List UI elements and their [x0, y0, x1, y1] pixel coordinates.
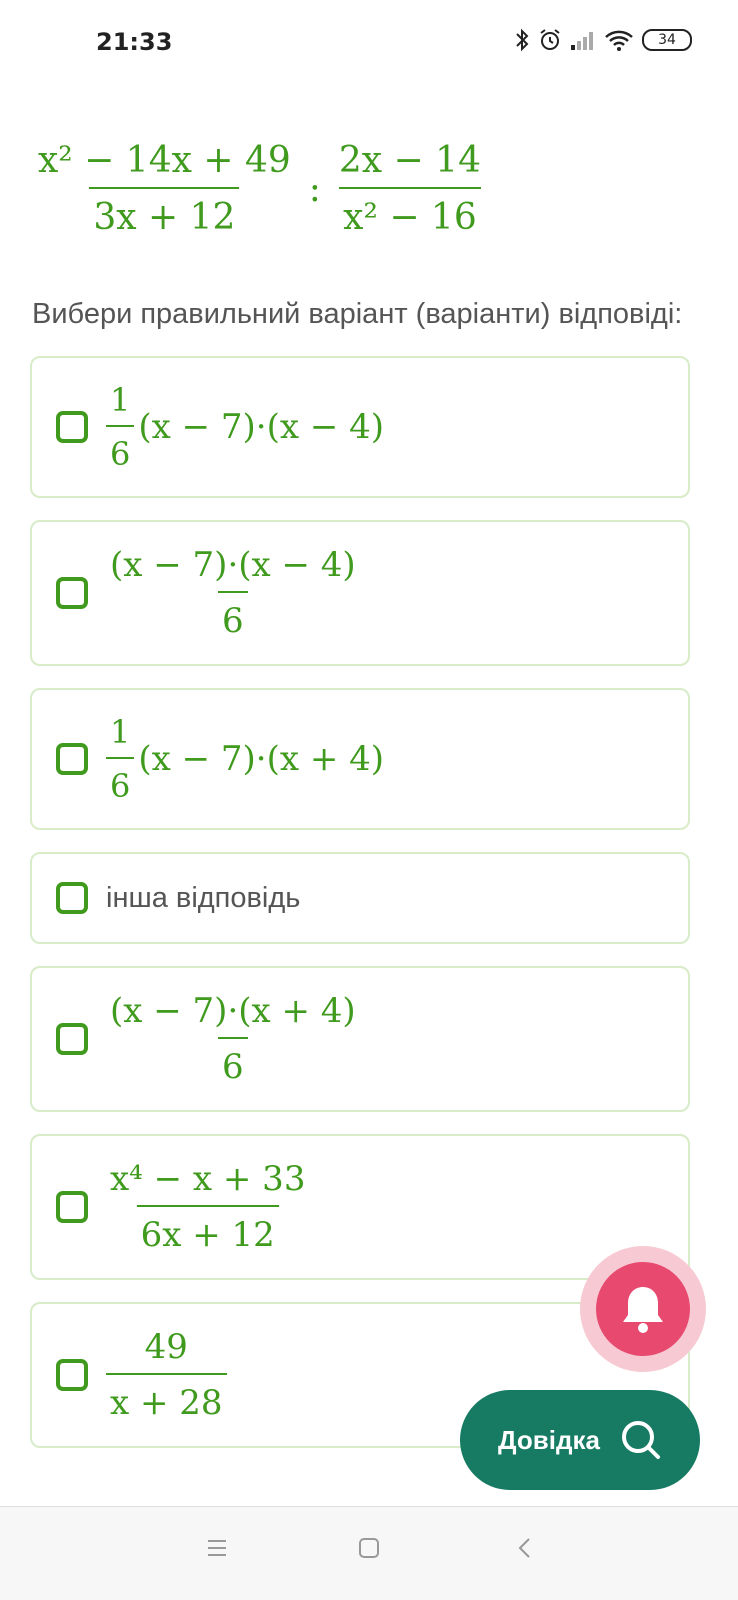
coef-denominator: 6 — [106, 757, 134, 805]
right-denominator: x² − 16 — [339, 187, 481, 238]
option-expression — [106, 545, 360, 641]
answer-option-4[interactable] — [30, 852, 690, 944]
answer-option-2[interactable] — [30, 520, 690, 666]
option-text: інша відповідь — [106, 881, 301, 914]
answer-option-5[interactable] — [30, 966, 690, 1112]
coef-numerator: 1 — [110, 381, 131, 419]
status-bar — [0, 0, 738, 86]
option-numerator: (x − 7)·(x − 4) — [110, 545, 356, 585]
option-expression — [106, 713, 384, 805]
option-factor: (x − 7)·(x − 4) — [138, 407, 385, 447]
answer-option-6[interactable] — [30, 1134, 690, 1280]
right-numerator: 2x − 14 — [338, 140, 481, 181]
option-denominator: x + 28 — [106, 1373, 227, 1423]
checkbox[interactable] — [56, 1023, 88, 1055]
option-fraction — [106, 1159, 309, 1255]
option-expression — [106, 991, 360, 1087]
signal-icon — [570, 29, 596, 51]
bell-icon — [619, 1283, 667, 1335]
option-fraction — [106, 1327, 227, 1423]
task-expression — [34, 140, 485, 238]
option-denominator: 6 — [218, 591, 248, 641]
home-icon[interactable] — [358, 1537, 380, 1559]
option-fraction — [106, 991, 360, 1087]
coefficient-fraction — [106, 713, 134, 805]
menu-icon[interactable] — [206, 1537, 228, 1559]
option-denominator: 6x + 12 — [137, 1205, 279, 1255]
alarm-icon — [538, 28, 562, 52]
bluetooth-icon — [514, 28, 530, 52]
option-fraction — [106, 545, 360, 641]
back-icon[interactable] — [514, 1537, 536, 1559]
status-icons — [514, 28, 692, 52]
option-expression — [106, 381, 384, 473]
coef-denominator: 6 — [106, 425, 134, 473]
option-numerator: 49 — [144, 1327, 188, 1367]
battery-indicator: 34 — [642, 29, 692, 51]
coef-numerator: 1 — [110, 713, 131, 751]
left-denominator: 3x + 12 — [89, 187, 239, 238]
option-expression — [106, 1159, 309, 1255]
checkbox[interactable] — [56, 411, 88, 443]
checkbox[interactable] — [56, 1191, 88, 1223]
help-label: Довідка — [498, 1424, 600, 1455]
option-expression — [106, 1327, 227, 1423]
option-numerator: (x − 7)·(x + 4) — [110, 991, 356, 1031]
option-numerator: x⁴ − x + 33 — [110, 1159, 306, 1199]
search-icon — [620, 1419, 662, 1461]
notification-button[interactable] — [596, 1262, 690, 1356]
left-fraction — [34, 140, 295, 238]
answer-prompt: Вибери правильний варіант (варіанти) відповіді: — [32, 298, 683, 330]
status-time: 21:33 — [96, 28, 173, 56]
right-fraction — [335, 140, 485, 238]
option-factor: (x − 7)·(x + 4) — [138, 739, 385, 779]
answer-option-1[interactable] — [30, 356, 690, 498]
system-navigation-bar — [0, 1506, 738, 1600]
left-numerator: x² − 14x + 49 — [38, 140, 291, 181]
wifi-icon — [604, 28, 634, 52]
option-denominator: 6 — [218, 1037, 248, 1087]
checkbox[interactable] — [56, 577, 88, 609]
checkbox[interactable] — [56, 1359, 88, 1391]
checkbox[interactable] — [56, 743, 88, 775]
answer-option-3[interactable] — [30, 688, 690, 830]
checkbox[interactable] — [56, 882, 88, 914]
help-button[interactable] — [460, 1390, 700, 1490]
coefficient-fraction — [106, 381, 134, 473]
division-sign: : — [308, 168, 321, 210]
